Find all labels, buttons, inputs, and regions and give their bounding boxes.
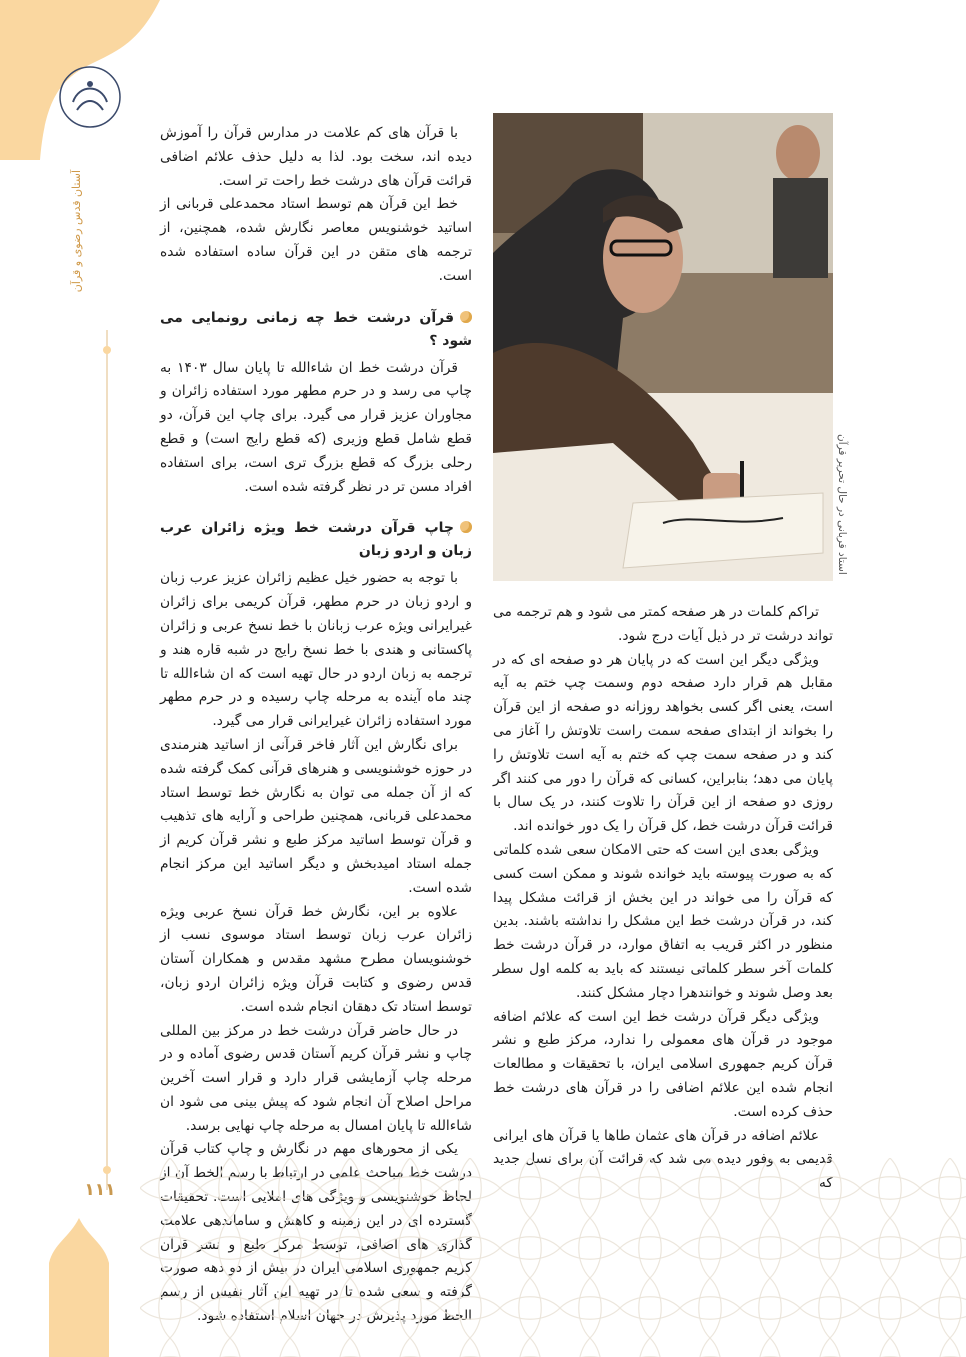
vertical-ornament-icon xyxy=(92,330,122,1190)
paragraph: ویژگی دیگر قرآن درشت خط این است که علائم اضافه موجود در قرآن های معمولی را ندارد، مرکز طبع و نشر قرآن کریم جمهوری اسلامی ایران، با تحقیقات و مطالعات انجام شده این علائم اضافی را در قرآن های درشت خط حذف کرده است. xyxy=(493,1008,833,1120)
bullet-dot-icon xyxy=(460,311,472,323)
article-column-right xyxy=(493,601,833,1196)
calligrapher-photo xyxy=(493,113,833,581)
bottom-tab-icon xyxy=(34,1218,124,1357)
heading-text: قرآن درشت خط چه زمانی رونمایی می شود ؟ xyxy=(160,309,472,349)
paragraph: با توجه به حضور خیل عظیم زائران عزیز عرب زبان و اردو زبان در حرم مطهر، قرآن کریمی برای زائران غیرایرانی ویژه عرب زبانان با خط نسخ عربی و زائران پاکستانی و هندی با خط نسخ رایج در شبه قاره هند و ترجمه به زبان اردو در حال تهیه است که ان شاءالله تا چند ماه آینده به مرحله چاپ رسیده و در حرم مطهر مورد استفاده زائران غیرایرانی قرار می گیرد. xyxy=(160,570,472,730)
heading-text: چاپ قرآن درشت خط ویژه زائران عرب زبان و اردو زبان xyxy=(160,520,472,560)
magazine-logo-icon xyxy=(55,62,125,132)
paragraph: ویژگی بعدی این است که حتی الامکان سعی شده کلماتی که به صورت پیوسته باید خوانده شوند و ممکن است کسی که قرآن را می خواند در این بخش از قرائت مشکل پیدا کند، در قرآن درشت خط این مشکل را نداشته باشند. بدین منظور در اکثر قریب به اتفاق موارد، در قرآن درشت خط کلمات آخر سطر کلماتی نیستند که باید به کلمه اول سطر بعد وصل شوند و خوانندهرا دچار مشکل کنند. xyxy=(493,841,833,1001)
geometric-pattern-icon xyxy=(140,1158,966,1357)
section-heading xyxy=(160,517,472,563)
photo-caption: استاد قربانی در حال تحریر قرآن xyxy=(836,434,848,575)
article-column-left xyxy=(160,122,472,1329)
paragraph: علاوه بر این، نگارش خط قرآن نسخ عربی ویژه زائران عرب زبان توسط استاد موسوی نسب از خوشنویسان مطرح مشهد مقدس و همکاران آستان قدس رضوی و کتابت قرآن ویژه زائران اردو زبان، توسط استاد تک دهقان انجام شده است. xyxy=(160,903,472,1015)
page-number: ۱۱۱ xyxy=(84,1180,116,1200)
paragraph: ویژگی دیگر این است که در پایان هر دو صفحه ای که در مقابل هم قرار دارد صفحه دوم وسمت چپ ختم به آیه است، یعنی اگر کسی بخواهد روزانه دو صفحه از این قرآن را بخواند از ابتدای صفحه سمت راست تلاوتش را آغاز می کند و در صفحه سمت چپ که ختم به آیه است تلاوتش را پایان می دهد؛ بنابراین، کسانی که قرآن را دور می کنند اگر روزی دو صفحه از این قرآن را تلاوت کنند، در یک سال با قرائت قرآن درشت خط، کل قرآن را یک دور خوانده اند. xyxy=(493,651,833,835)
photo-calligrapher-icon xyxy=(493,113,833,581)
paragraph: خط این قرآن هم توسط استاد محمدعلی قربانی از اساتید خوشنویس معاصر نگارش شده، همچنین، از ترجمه های متقن در این قرآن ساده استفاده شده است. xyxy=(160,196,472,284)
paragraph: قرآن درشت خط ان شاءالله تا پایان سال ۱۴۰۳ به چاپ می رسد و در حرم مطهر مورد استفاده زائران و مجاوران عزیز قرار می گیرد. برای چاپ این قرآن، دو قطع شامل قطع وزیری (که قطع رایج است) و قطع رحلی بزرگ که قطع بزرگ تری است، برای استفاده افراد مسن تر در نظر گرفته شده است. xyxy=(160,359,472,495)
bullet-dot-icon xyxy=(460,521,472,533)
paragraph: در حال حاضر قرآن درشت خط در مرکز بین المللی چاپ و نشر قرآن کریم آستان قدس رضوی آماده و در مرحله چاپ آزمایشی قرار دارد و قرار است آخرین مراحل اصلاح آن انجام شود که پیش بینی می شود ان شاءالله تا پایان امسال به مرحله چاپ نهایی برسد. xyxy=(160,1022,472,1134)
paragraph: علائم اضافه در قرآن های عثمان طاها یا قرآن های ایرانی xyxy=(493,1127,819,1144)
decorative-margin xyxy=(0,0,118,1357)
section-vertical-title: آستان قدس رضوی و قرآن xyxy=(70,170,83,293)
paragraph: با قرآن های کم علامت در مدارس قرآن را آموزش دیده اند، سخت بود. لذا به دلیل حذف علائم اضافی قرائت قرآن های درشت خط راحت تر است. xyxy=(160,125,472,189)
paragraph: برای نگارش این آثار فاخر قرآنی از اساتید هنرمندی در حوزه خوشنویسی و هنرهای قرآنی کمک گرفته شده که از آن جمله می توان به نگارش خط توسط استاد محمدعلی قربانی، همچنین طراحی و آرایه های تذهیب و قرآن توسط اساتید مرکز طبع و نشر قرآن کریم از جمله استاد امیدبخش و دیگر اساتید این مرکز انجام شده است. xyxy=(160,736,472,896)
paragraph: یکی از محورهای مهم در نگارش و چاپ کتاب قرآن xyxy=(160,1141,458,1158)
paragraph: تراکم کلمات در هر صفحه کمتر می شود و هم ترجمه می تواند درشت تر در ذیل آیات درج شود. xyxy=(493,604,833,644)
section-heading xyxy=(160,307,472,353)
